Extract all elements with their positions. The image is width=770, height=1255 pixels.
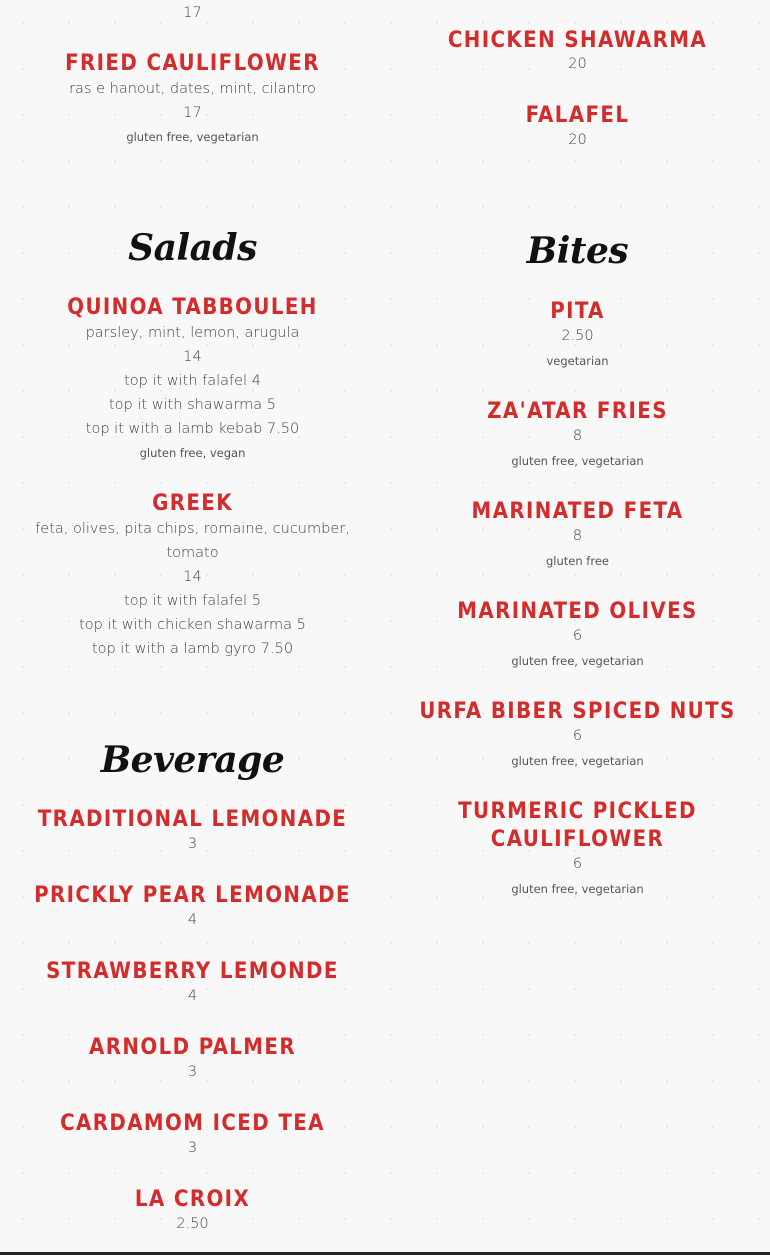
item-name-quinoa-tabbouleh: QUINOA TABBOULEH [67,295,318,320]
item-addon: top it with falafel 4 [124,373,261,389]
item-price-bites: 8 [572,528,583,544]
item-desc-greek: feta, olives, pita chips, romaine, cucumber, [35,521,350,537]
item-tags-bites: gluten free, vegetarian [511,454,644,468]
item-addon: top it with chicken shawarma 5 [79,617,306,633]
item-name-bites: URFA BIBER SPICED NUTS [419,699,736,724]
item-tags-bites: gluten free, vegetarian [511,654,644,668]
item-price-beverage: 4 [187,988,198,1004]
item-price-greek: 14 [183,569,202,585]
item-addon: top it with falafel 5 [124,593,261,609]
item-name-bites: TURMERIC PICKLED [458,799,697,824]
item-desc-quinoa-tabbouleh: parsley, mint, lemon, arugula [85,325,300,341]
item-price-bites: 8 [572,428,583,444]
item-name-fried-cauliflower: FRIED CAULIFLOWER [65,51,320,76]
item-addon: top it with shawarma 5 [109,397,276,413]
item-name-greek: GREEK [152,491,233,516]
item-price-beverage: 3 [187,1064,198,1080]
item-desc-greek-cont: tomato [166,545,219,561]
item-price-beverage: 4 [187,912,198,928]
item-name-beverage: PRICKLY PEAR LEMONADE [34,883,351,908]
item-desc-fried-cauliflower: ras e hanout, dates, mint, cilantro [69,81,316,97]
item-name-bites: PITA [550,299,605,324]
item-name-bites: MARINATED OLIVES [457,599,698,624]
item-price-fried-cauliflower: 17 [183,105,202,121]
item-name-chicken-shawarma: CHICKEN SHAWARMA [447,28,708,53]
item-name-beverage: ARNOLD PALMER [89,1035,296,1060]
section-heading-salads: Salads [128,227,257,269]
item-tags-bites: gluten free, vegetarian [511,882,644,896]
item-name-bites: ZA'ATAR FRIES [487,399,668,424]
item-tags-quinoa-tabbouleh: gluten free, vegan [139,446,246,460]
item-price-beverage: 3 [187,836,198,852]
item-name-beverage: LA CROIX [134,1187,251,1212]
item-price-beverage: 3 [187,1140,198,1156]
item-price-beverage: 2.50 [176,1216,209,1232]
item-price-bites: 6 [572,856,583,872]
item-name-beverage: CARDAMOM ICED TEA [60,1111,325,1136]
item-price-bites: 2.50 [561,328,594,344]
item-price-quinoa-tabbouleh: 14 [183,349,202,365]
section-heading-bites: Bites [526,230,629,272]
section-heading-beverage: Beverage [100,739,285,781]
item-name-bites: MARINATED FETA [471,499,684,524]
item-price-chicken-shawarma: 20 [568,56,587,72]
item-addon: top it with a lamb kebab 7.50 [85,421,300,437]
item-name-beverage: STRAWBERRY LEMONDE [46,959,339,984]
item-addon: top it with a lamb gyro 7.50 [91,641,294,657]
item-price-bites: 6 [572,728,583,744]
item-price-bites: 6 [572,628,583,644]
item-tags-bites: vegetarian [546,354,609,368]
previous-item-price: 17 [183,5,202,21]
item-name-bites-cont: CAULIFLOWER [490,827,665,852]
item-name-falafel: FALAFEL [525,103,630,128]
item-name-beverage: TRADITIONAL LEMONADE [37,807,348,832]
item-tags-bites: gluten free [546,554,609,568]
item-tags-fried-cauliflower: gluten free, vegetarian [126,130,259,144]
item-tags-bites: gluten free, vegetarian [511,754,644,768]
item-price-falafel: 20 [568,132,587,148]
